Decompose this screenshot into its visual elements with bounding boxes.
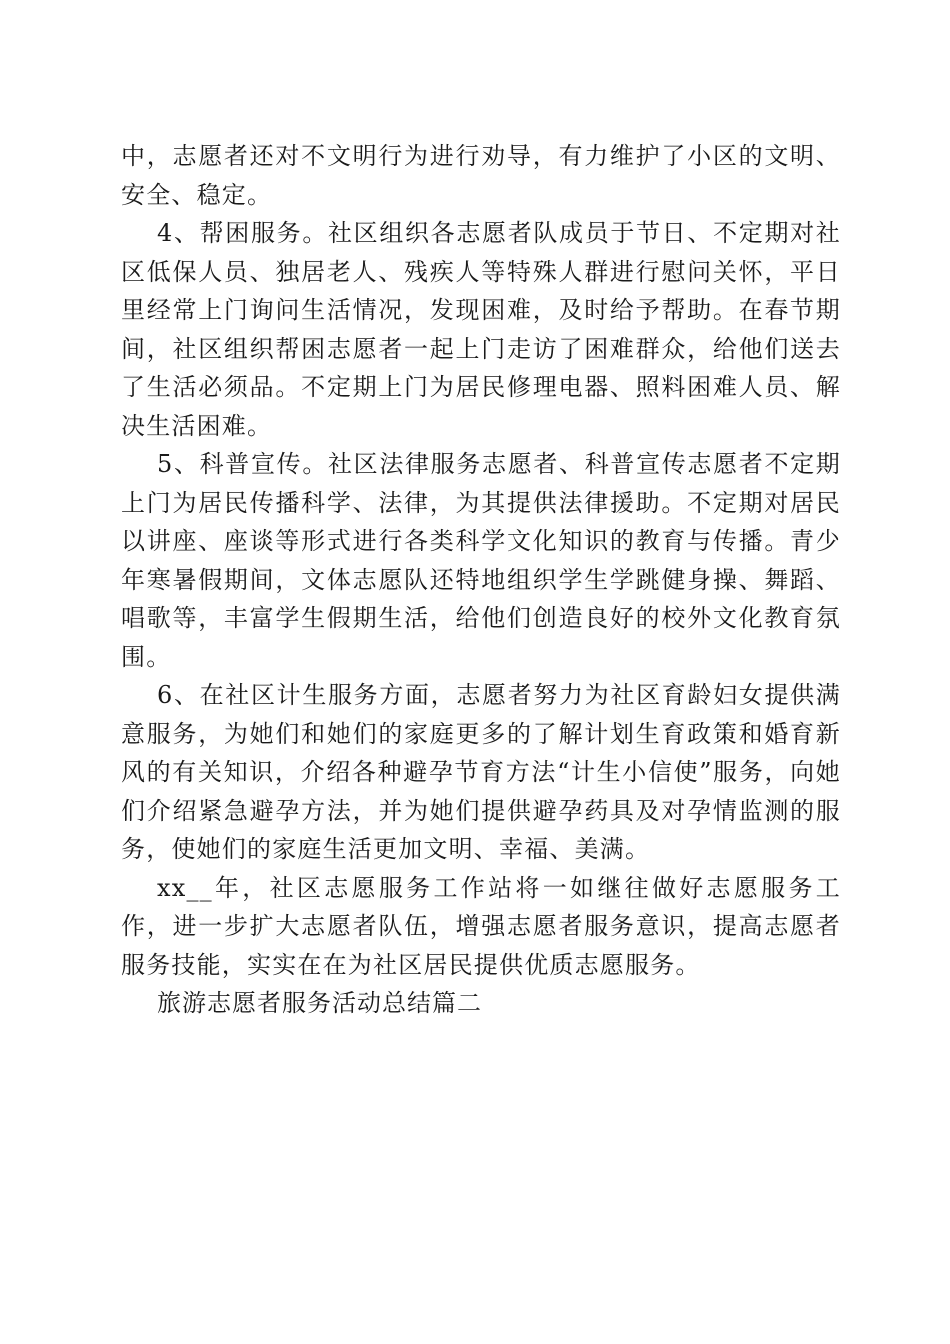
- paragraph-science-publicity: 5、科普宣传。社区法律服务志愿者、科普宣传志愿者不定期上门为居民传播科学、法律，为其提供法律援助。不定期对居民以讲座、座谈等形式进行各类科学文化知识的教育与传播。青少年寒暑假期间，文体志愿队还特地组织学生学跳健身操、舞蹈、唱歌等，丰富学生假期生活，给他们创造良好的校外文化教育氛围。: [121, 450, 841, 671]
- paragraph-continuation: 中，志愿者还对不文明行为进行劝导，有力维护了小区的文明、安全、稳定。: [121, 142, 841, 209]
- section-heading: 旅游志愿者服务活动总结篇二: [157, 989, 482, 1017]
- paragraph-family-planning: 6、在社区计生服务方面，志愿者努力为社区育龄妇女提供满意服务，为她们和她们的家庭更多的了解计划生育政策和婚育新风的有关知识，介绍各种避孕节育方法“计生小信使”服务，向她们介绍紧急避孕方法，并为她们提供避孕药具及对孕情监测的服务，使她们的家庭生活更加文明、幸福、美满。: [121, 681, 841, 863]
- document-body: [121, 137, 841, 1023]
- paragraph-poverty-assistance: 4、帮困服务。社区组织各志愿者队成员于节日、不定期对社区低保人员、独居老人、残疾人等特殊人群进行慰问关怀，平日里经常上门询问生活情况，发现困难，及时给予帮助。在春节期间，社区组织帮困志愿者一起上门走访了困难群众，给他们送去了生活必须品。不定期上门为居民修理电器、照料困难人员、解决生活困难。: [121, 219, 841, 440]
- paragraph-future-plan: xx__年，社区志愿服务工作站将一如继往做好志愿服务工作，进一步扩大志愿者队伍，增强志愿者服务意识，提高志愿者服务技能，实实在在为社区居民提供优质志愿服务。: [121, 873, 841, 979]
